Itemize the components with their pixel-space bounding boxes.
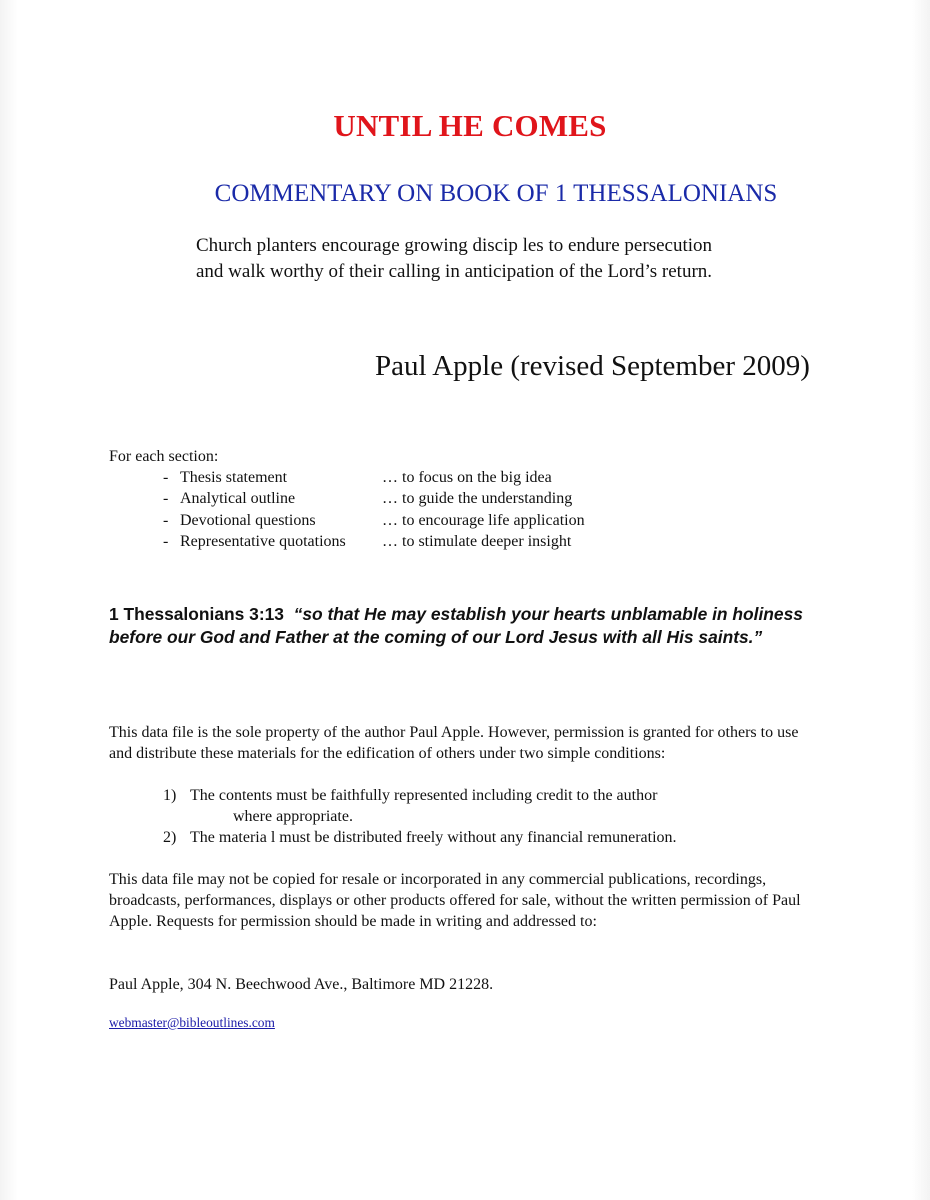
tool-name: Representative quotations — [180, 532, 346, 550]
list-item — [163, 467, 585, 488]
email-link[interactable]: webmaster@bibleoutlines.com — [109, 1015, 275, 1030]
tagline-line-2: and walk worthy of their calling in anticipation of the Lord’s return. — [196, 261, 713, 282]
list-item — [163, 510, 585, 531]
list-dash: - — [163, 532, 169, 550]
tool-purpose: … to encourage life application — [382, 511, 585, 529]
verse-text: “so that He may establish your hearts unblamable in holiness before our God and Father at the coming of our Lord Jesus with all His saints.” — [109, 604, 803, 647]
condition-text: The contents must be faithfully represented including credit to the author — [190, 787, 658, 804]
condition-number: 1) — [163, 787, 177, 804]
condition-text: The materia l must be distributed freely without any financial remuneration. — [190, 829, 677, 846]
condition-number: 2) — [163, 829, 177, 846]
verse-reference: 1 Thessalonians 3:13 — [109, 604, 284, 624]
list-item — [163, 488, 585, 509]
tool-purpose: … to guide the understanding — [382, 490, 573, 508]
list-item — [163, 785, 677, 806]
list-item — [163, 827, 677, 848]
tool-purpose: … to focus on the big idea — [382, 469, 552, 486]
list-dash: - — [163, 511, 169, 529]
list-dash: - — [163, 490, 169, 508]
tool-purpose: … to stimulate deeper insight — [382, 532, 572, 550]
list-item — [163, 531, 585, 552]
ownership-paragraph: This data file is the sole property of the author Paul Apple. However, permission is granted for others to use and distribute these materials for the edification of others under two simple conditions: — [109, 724, 799, 762]
conditions-list — [163, 785, 677, 848]
author-line: Paul Apple (revised September 2009) — [375, 350, 810, 382]
document-subtitle: COMMENTARY ON BOOK OF 1 THESSALONIANS — [214, 180, 778, 207]
tagline — [196, 233, 836, 285]
section-intro: For each section: — [109, 448, 219, 465]
condition-continuation: where appropriate. — [233, 808, 353, 825]
section-tool-list — [163, 467, 585, 552]
tagline-line-1: Church planters encourage growing discip les to endure persecution — [196, 235, 713, 256]
list-dash: - — [163, 469, 169, 486]
tool-name: Analytical outline — [180, 490, 296, 508]
resale-paragraph: This data file may not be copied for resale or incorporated in any commercial publications, recordings, broadcasts, performances, displays or other products offered for sale, without the written permission of Paul Apple. Requests for permission should be made in writing and addressed to: — [109, 871, 801, 930]
key-verse — [109, 603, 829, 649]
tool-name: Devotional questions — [180, 511, 316, 529]
document-title: UNTIL HE COMES — [333, 108, 607, 143]
tool-name: Thesis statement — [180, 469, 288, 486]
mailing-address: Paul Apple, 304 N. Beechwood Ave., Baltimore MD 21228. — [109, 976, 494, 993]
